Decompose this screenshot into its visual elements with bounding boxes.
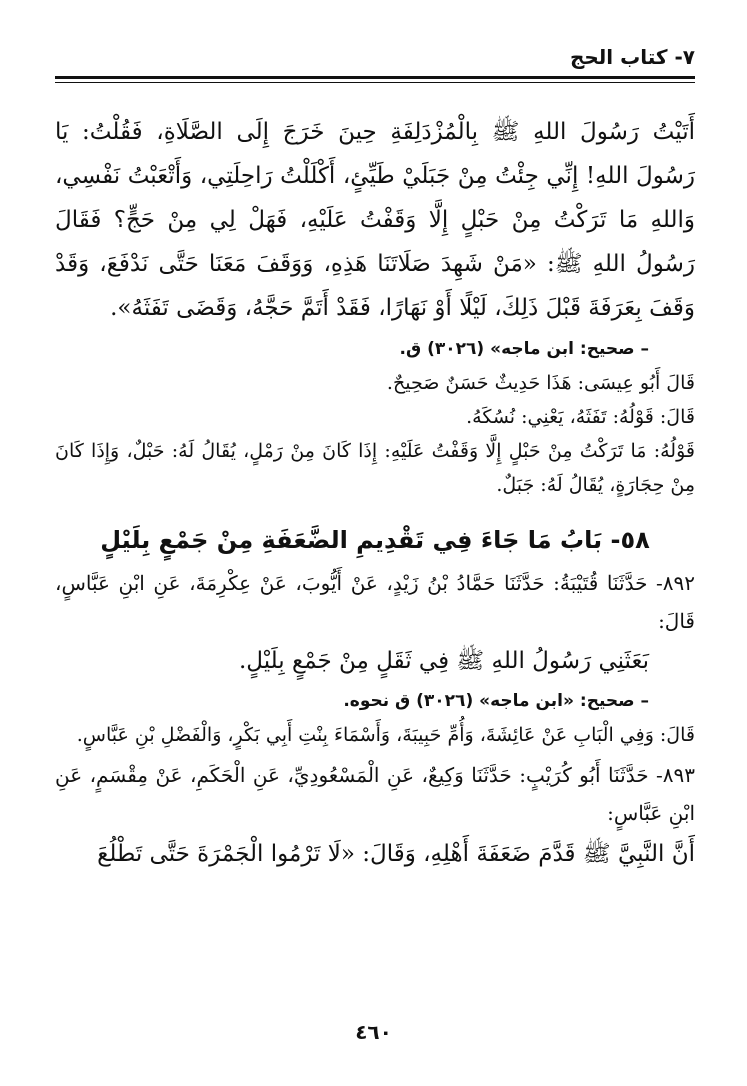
hadith-891-note-authenticity: قَالَ أَبُو عِيسَى: هَذَا حَدِيثٌ حَسَنٌ صَحِيحٌ.	[386, 372, 695, 394]
hadith-892-grading: – صحيح: «ابن ماجه» (٣٠٢٦) ق نحوه.	[343, 691, 649, 711]
hadith-893-matn: أَنَّ النَّبِيَّ ﷺ قَدَّمَ ضَعَفَةَ أَهْلِهِ، وَقَالَ: «لَا تَرْمُوا الْجَمْرَةَ حَتَّى تَطْلُعَ	[97, 841, 695, 867]
page-header	[55, 44, 695, 74]
hadith-891-note-habl: قَوْلُهُ: مَا تَرَكْتُ مِنْ حَبْلٍ إِلَّا وَقَفْتُ عَلَيْهِ: إِذَا كَانَ مِنْ رَمْلٍ، يُقَالُ لَهُ: حَبْلٌ، وَإِذَا كَانَ مِنْ حِجَارَةٍ، يُقَالُ لَهُ: جَبَلٌ.	[55, 440, 695, 496]
header-rule-thin	[55, 82, 695, 83]
page-body	[55, 110, 695, 878]
chapter-58-heading: ٥٨- بَابُ مَا جَاءَ فِي تَقْدِيمِ الضَّعَفَةِ مِنْ جَمْعٍ بِلَيْلٍ	[100, 526, 650, 554]
page-number: ٤٦٠	[355, 1020, 392, 1044]
chapter-running-title: ٧- كتاب الحج	[569, 45, 695, 69]
hadith-891-grading: – صحيح: ابن ماجه» (٣٠٢٦) ق.	[399, 339, 649, 359]
hadith-892-note: قَالَ: وَفِي الْبَابِ عَنْ عَائِشَةَ، وَأُمِّ حَبِيبَةَ، وَأَسْمَاءَ بِنْتِ أَبِي بَكْرٍ، وَالْفَضْلِ بْنِ عَبَّاسٍ.	[76, 724, 695, 746]
hadith-892-isnad: ٨٩٢- حَدَّثَنَا قُتَيْبَةُ: حَدَّثَنَا حَمَّادُ بْنُ زَيْدٍ، عَنْ أَيُّوبَ، عَنْ عِكْرِمَةَ، عَنِ ابْنِ عَبَّاسٍ، قَالَ:	[55, 571, 695, 633]
header-rule-thick	[55, 76, 695, 79]
hadith-893-isnad: ٨٩٣- حَدَّثَنَا أَبُو كُرَيْبٍ: حَدَّثَنَا وَكِيعٌ، عَنِ الْمَسْعُودِيِّ، عَنِ الْحَكَمِ، عَنْ مِقْسَمٍ، عَنِ ابْنِ عَبَّاسٍ:	[55, 763, 695, 825]
hadith-891-matn: أَتَيْتُ رَسُولَ اللهِ ﷺ بِالْمُزْدَلِفَةِ حِينَ خَرَجَ إِلَى الصَّلَاةِ، فَقُلْتُ: يَا رَسُولَ اللهِ! إِنِّي جِئْتُ مِنْ جَبَلَيْ طَيِّئٍ، أَكْلَلْتُ رَاحِلَتِي، وَأَتْعَبْتُ نَفْسِي، وَاللهِ مَا تَرَكْتُ مِنْ حَبْلٍ إِلَّا وَقَفْتُ عَلَيْهِ، فَهَلْ لِي مِنْ حَجٍّ؟ فَقَالَ رَسُولُ اللهِ ﷺ: «مَنْ شَهِدَ صَلَاتَنَا هَذِهِ، وَوَقَفَ مَعَنَا حَتَّى نَدْفَعَ، وَقَدْ وَقَفَ بِعَرَفَةَ قَبْلَ ذَلِكَ، لَيْلًا أَوْ نَهَارًا، فَقَدْ أَتَمَّ حَجَّهُ، وَقَضَى تَفَثَهُ».	[55, 119, 695, 321]
hadith-892-matn: بَعَثَنِي رَسُولُ اللهِ ﷺ فِي ثَقَلٍ مِنْ جَمْعٍ بِلَيْلٍ.	[238, 648, 649, 674]
hadith-891-note-tafath: قَالَ: قَوْلُهُ: تَفَثَهُ، يَعْنِي: نُسُكَهُ.	[466, 406, 695, 428]
